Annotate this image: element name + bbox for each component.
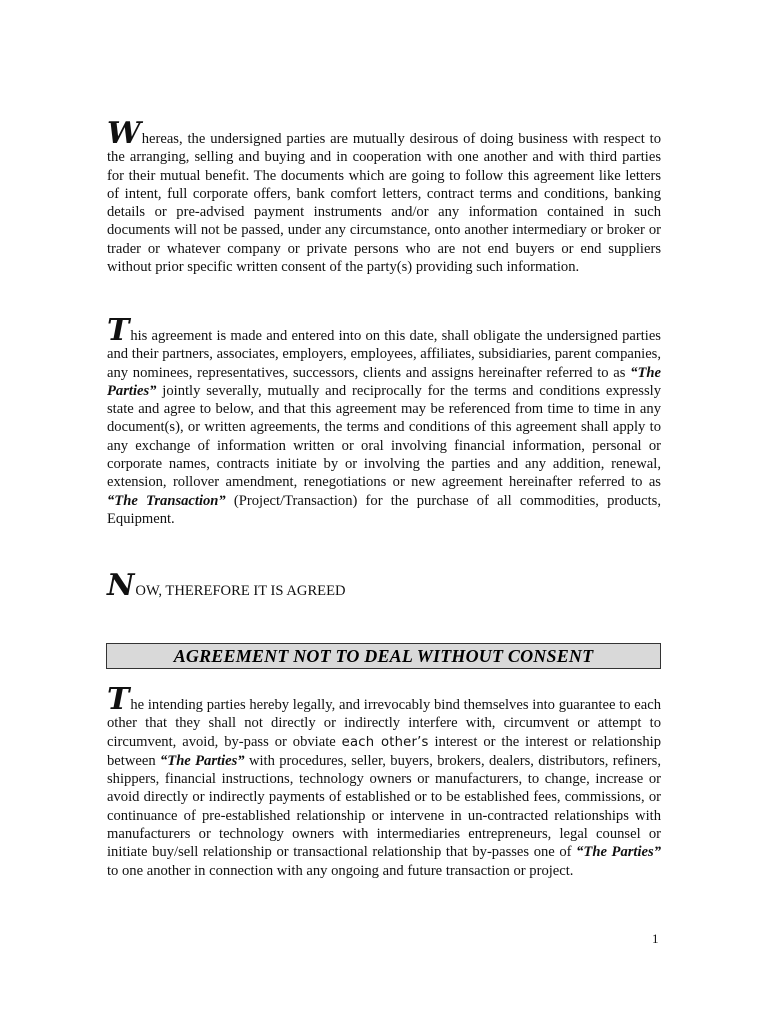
emphasis-the-parties: “The Parties”	[576, 844, 661, 861]
paragraph-whereas-text: hereas, the undersigned parties are mutually desirous of doing business with respect to the arranging, selling and buying and in cooperation with one another and with third parties for their mutual benefit. The documents which are going to follow this agreement like letters of intent, full corporate offers, bank comfort letters, contract terms and conditions, banking details or pre-advised payment instruments and/or any information contained in such documents will not be passed, under any circumstance, onto another intermediary or broker or trader or whatever company or private persons who are not end buyers or end suppliers without prior specific written consent of the party(s) providing such information.	[107, 131, 661, 276]
emphasis-the-parties: “The Parties”	[159, 752, 245, 769]
dropcap-w: W	[107, 116, 141, 151]
paragraph-text-a: his agreement is made and entered into on this date, shall obligate the undersigned parties and their partners, associates, employers, employees, affiliates, subsidiaries, parent companies, any nominees, representatives, successors, clients and assigns hereinafter referred to as	[107, 328, 661, 381]
emphasis-the-parties: “The Parties”	[107, 364, 661, 399]
dropcap-t: T	[107, 682, 130, 717]
dropcap-n: N	[107, 568, 135, 603]
paragraph-text-c: (Project/Transaction) for the purchase of all commodities, products, Equipment.	[107, 492, 661, 527]
paragraph-text-b: jointly severally, mutually and reciprocally for the terms and conditions expressly state and agree to below, and that this agreement may be referenced from time to time in any document(s), or written agreements, the terms and conditions of this agreement shall apply to any exchange of information written or oral involving financial information, personal or corporate names, contracts initiate by or involving the parties and any addition, renewal, extension, rollover amendment, renegotiations or new agreement hereinafter referred to as	[107, 382, 661, 491]
paragraph-text-a: he intending parties hereby legally, and irrevocably bind themselves into guarantee to each other that they shall not directly or indirectly interfere with, circumvent or attempt to circumvent, avoid, by-pass or obviate	[107, 697, 661, 750]
paragraph-text-c: with procedures, seller, buyers, brokers, dealers, distributors, refiners, shippers, financial instructions, technology owners or manufacturers, to change, increase or avoid directly or indirectly payments of established or to be established fees, commissions, or continuance of pre-established relationship or intervene in un-contracted relationships with manufacturers or technology owners with intermediaries entrepreneurs, legal counsel or initiate buy/sell relationship or transactional relationship that by-passes one of	[107, 752, 661, 861]
paragraph-now-text: OW, THEREFORE IT IS AGREED	[135, 583, 346, 599]
paragraph-now-therefore	[107, 568, 661, 603]
paragraph-text-b: interest or the interest or relationship between	[107, 733, 662, 769]
emphasis-the-transaction: “The Transaction”	[107, 492, 226, 509]
dropcap-t: T	[107, 313, 130, 348]
paragraph-this-agreement	[107, 313, 661, 528]
page-number: 1	[652, 931, 659, 946]
styled-each-others: each other’s	[341, 734, 429, 750]
paragraph-text-d: to one another in connection with any ongoing and future transaction or project.	[107, 862, 574, 879]
section-heading: AGREEMENT NOT TO DEAL WITHOUT CONSENT	[173, 645, 594, 666]
section-heading-box	[106, 643, 661, 669]
paragraph-intending-parties	[107, 682, 662, 880]
paragraph-whereas	[107, 116, 661, 276]
